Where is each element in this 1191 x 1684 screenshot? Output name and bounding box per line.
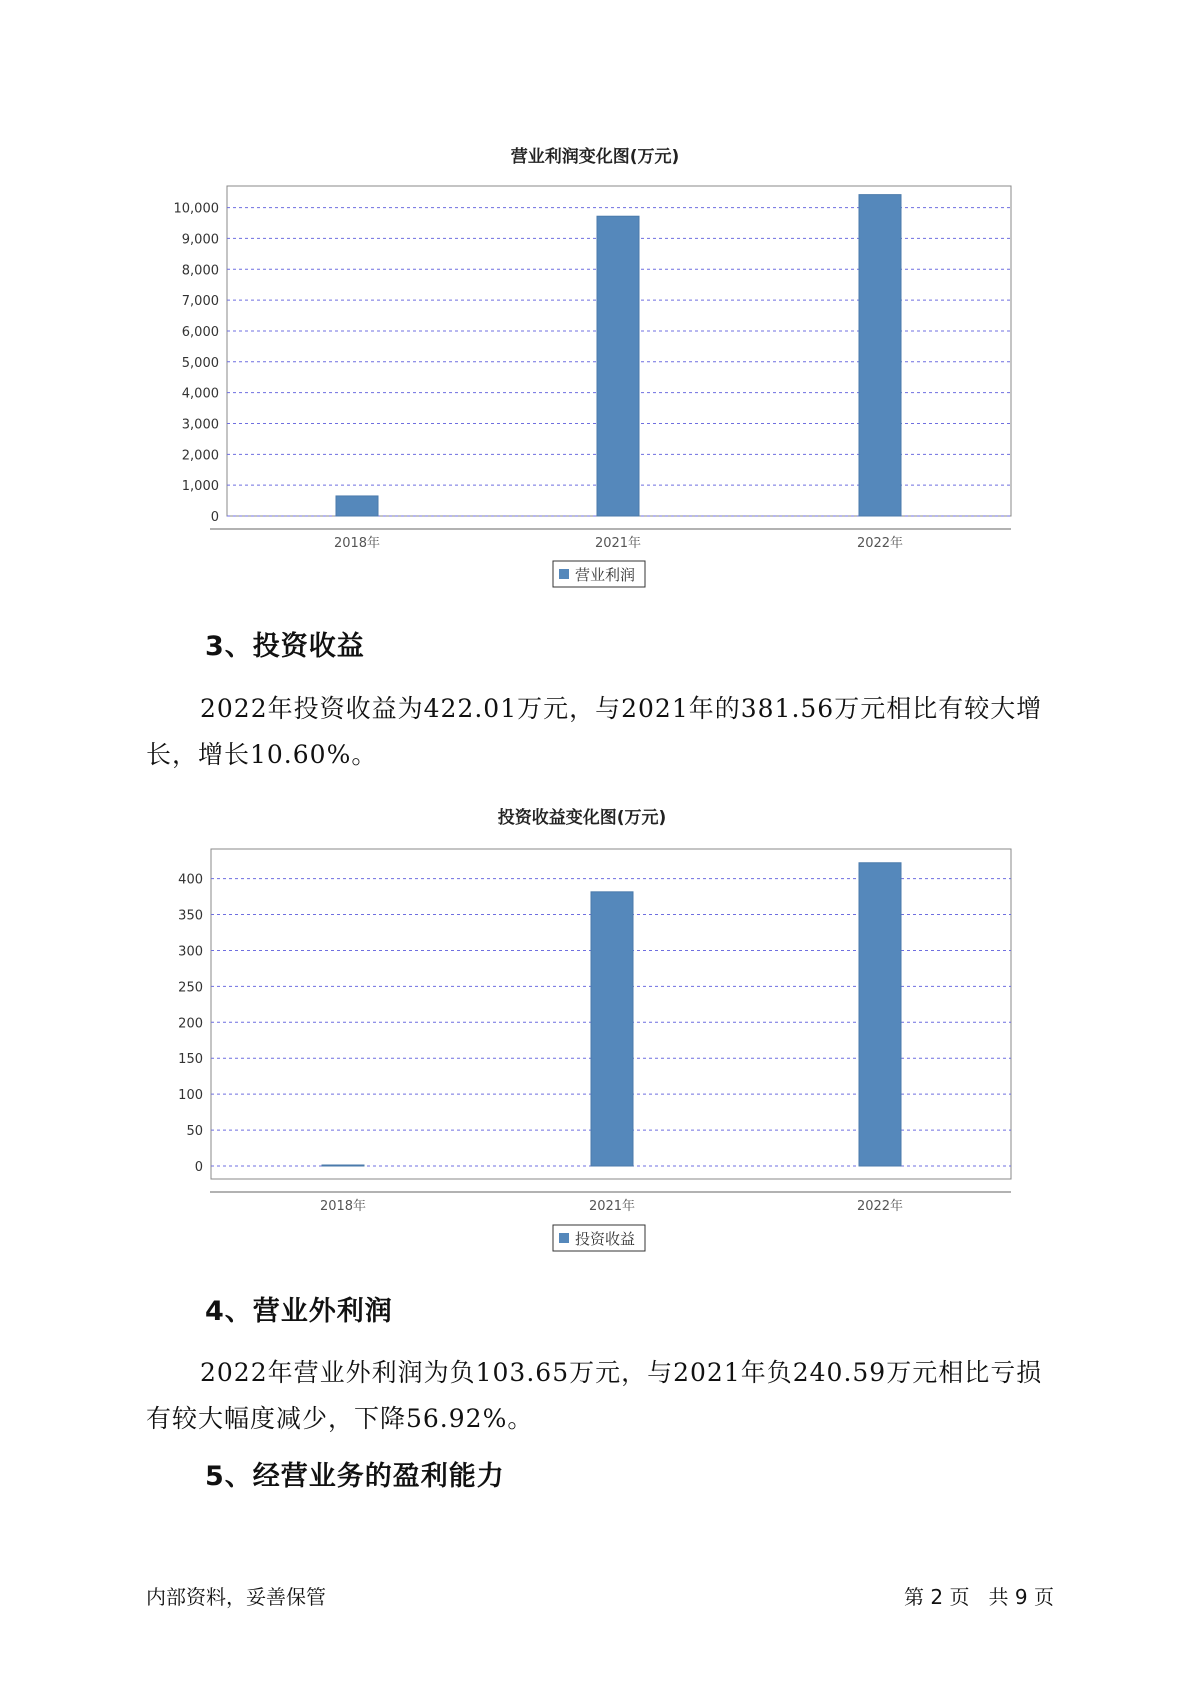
y-tick-label: 10,000 [173, 201, 219, 217]
section-4-paragraph: 2022年营业外利润为负103.65万元，与2021年负240.59万元相比亏损有较大幅度减少，下降56.92%。 [146, 1358, 1043, 1433]
footer-confidential-note: 内部资料，妥善保管 [146, 1585, 326, 1609]
x-tick-label: 2022年 [856, 536, 904, 551]
y-tick-label: 250 [178, 980, 203, 996]
x-tick-label: 2018年 [333, 536, 381, 551]
x-tick-label: 2021年 [594, 536, 642, 551]
y-tick-label: 4,000 [181, 386, 219, 402]
x-tick-label: 2022年 [856, 1199, 904, 1214]
y-tick-label: 0 [210, 510, 219, 525]
bar-2021年 [591, 892, 633, 1166]
section-4-heading: 4、营业外利润 [205, 1296, 393, 1327]
y-tick-label: 150 [178, 1052, 203, 1068]
section-3-heading: 3、投资收益 [205, 631, 365, 662]
y-tick-label: 200 [178, 1016, 203, 1032]
y-tick-label: 300 [178, 944, 203, 960]
y-tick-label: 5,000 [181, 355, 219, 371]
y-tick-label: 9,000 [181, 232, 219, 248]
y-tick-label: 7,000 [181, 294, 219, 310]
y-tick-label: 2,000 [181, 448, 219, 464]
bar-2022年 [859, 863, 901, 1166]
legend-swatch [559, 1233, 569, 1243]
legend-label: 投资收益 [575, 1230, 636, 1248]
footer-page-number: 第 2 页 共 9 页 [904, 1585, 1054, 1609]
y-tick-label: 0 [194, 1160, 203, 1175]
section-3-paragraph: 2022年投资收益为422.01万元，与2021年的381.56万元相比有较大增长，增长10.60%。 [146, 694, 1043, 769]
chart-title: 营业利润变化图(万元) [510, 147, 680, 167]
y-tick-label: 100 [178, 1088, 203, 1104]
chart-title: 投资收益变化图(万元) [497, 808, 667, 828]
chart-legend [553, 1225, 645, 1251]
bar-2018年 [322, 1165, 364, 1166]
section-5-heading: 5、经营业务的盈利能力 [205, 1461, 505, 1492]
legend-label: 营业利润 [575, 566, 636, 584]
y-tick-label: 8,000 [181, 263, 219, 279]
y-tick-label: 6,000 [181, 324, 219, 340]
x-tick-label: 2021年 [588, 1199, 636, 1214]
y-tick-label: 350 [178, 908, 203, 924]
y-tick-label: 1,000 [181, 479, 219, 495]
y-tick-label: 400 [178, 872, 203, 888]
x-tick-label: 2018年 [319, 1199, 367, 1214]
y-tick-label: 3,000 [181, 417, 219, 433]
y-tick-label: 50 [186, 1124, 203, 1140]
